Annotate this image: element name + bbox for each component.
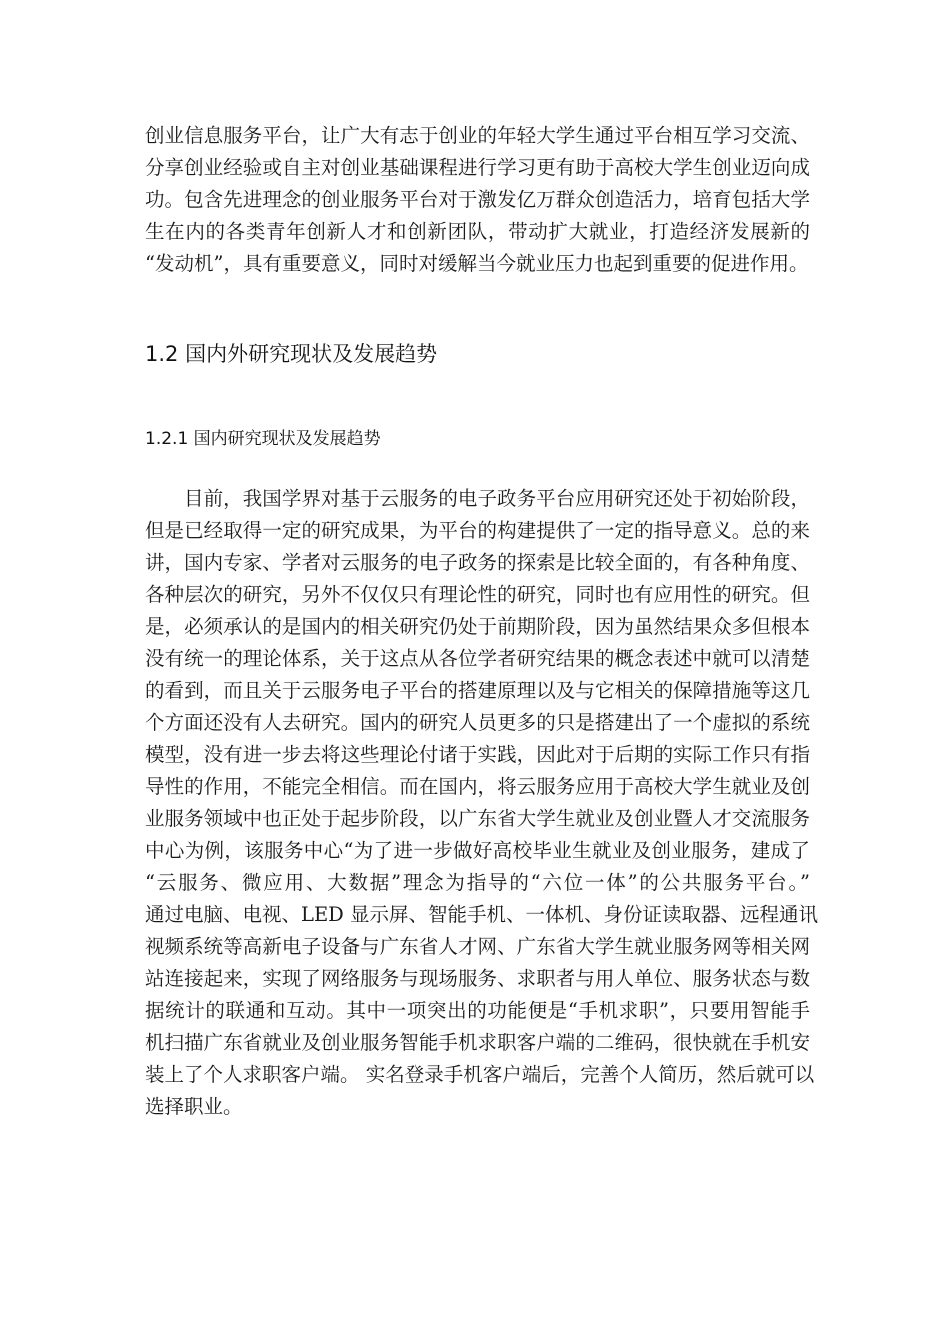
- research-paragraph: [145, 483, 819, 1123]
- paragraph-line: 各种层次的研究，另外不仅仅只有理论性的研究，同时也有应用性的研究。但: [145, 583, 810, 606]
- paragraph-line: 通过电脑、电视、LED 显示屏、智能手机、一体机、身份证读取器、远程通讯: [145, 903, 819, 926]
- paragraph-line: 据统计的联通和互动。其中一项突出的功能便是“手机求职”，只要用智能手: [145, 999, 810, 1022]
- paragraph-line: 目前，我国学界对基于云服务的电子政务平台应用研究还处于初始阶段，: [184, 487, 810, 510]
- paragraph-line: 的看到，而且关于云服务电子平台的搭建原理以及与它相关的保障措施等这几: [145, 679, 810, 702]
- paragraph-line: 个方面还没有人去研究。国内的研究人员更多的只是搭建出了一个虚拟的系统: [145, 711, 810, 734]
- paragraph-line: 是，必须承认的是国内的相关研究仍处于前期阶段，因为虽然结果众多但根本: [145, 615, 810, 638]
- intro-paragraph: [145, 120, 810, 280]
- paragraph-line: 装上了个人求职客户端。 实名登录手机客户端后，完善个人简历，然后就可以: [145, 1063, 815, 1086]
- paragraph-line: 导性的作用，不能完全相信。而在国内，将云服务应用于高校大学生就业及创: [145, 775, 810, 798]
- paragraph-line: 模型，没有进一步去将这些理论付诸于实践，因此对于后期的实际工作只有指: [145, 743, 810, 766]
- section-heading: 1.2 国内外研究现状及发展趋势: [145, 342, 438, 366]
- paragraph-line: 业服务领域中也正处于起步阶段，以广东省大学生就业及创业暨人才交流服务: [145, 807, 810, 830]
- subsection-heading: 1.2.1 国内研究现状及发展趋势: [145, 429, 381, 449]
- paragraph-line: 功。包含先进理念的创业服务平台对于激发亿万群众创造活力，培育包括大学: [145, 188, 810, 211]
- paragraph-line: “发动机”，具有重要意义，同时对缓解当今就业压力也起到重要的促进作用。: [145, 252, 809, 275]
- paragraph-line: 站连接起来，实现了网络服务与现场服务、求职者与用人单位、服务状态与数: [145, 967, 810, 990]
- paragraph-line: 没有统一的理论体系，关于这点从各位学者研究结果的概念表述中就可以清楚: [145, 647, 810, 670]
- paragraph-line: 创业信息服务平台，让广大有志于创业的年轻大学生通过平台相互学习交流、: [145, 124, 810, 147]
- paragraph-line: “云服务、微应用、大数据”理念为指导的“六位一体”的公共服务平台。”: [145, 871, 810, 894]
- paragraph-line: 分享创业经验或自主对创业基础课程进行学习更有助于高校大学生创业迈向成: [145, 156, 810, 179]
- paragraph-line: 中心为例，该服务中心“为了进一步做好高校毕业生就业及创业服务，建成了: [145, 839, 810, 862]
- paragraph-line: 生在内的各类青年创新人才和创新团队，带动扩大就业，打造经济发展新的: [145, 220, 810, 243]
- paragraph-line: 机扫描广东省就业及创业服务智能手机求职客户端的二维码，很快就在手机安: [145, 1031, 810, 1054]
- paragraph-line: 选择职业。: [145, 1095, 243, 1118]
- paragraph-line: 但是已经取得一定的研究成果，为平台的构建提供了一定的指导意义。总的来: [145, 519, 810, 542]
- paragraph-line: 讲，国内专家、学者对云服务的电子政务的探索是比较全面的，有各种角度、: [145, 551, 810, 574]
- paragraph-line: 视频系统等高新电子设备与广东省人才网、广东省大学生就业服务网等相关网: [145, 935, 810, 958]
